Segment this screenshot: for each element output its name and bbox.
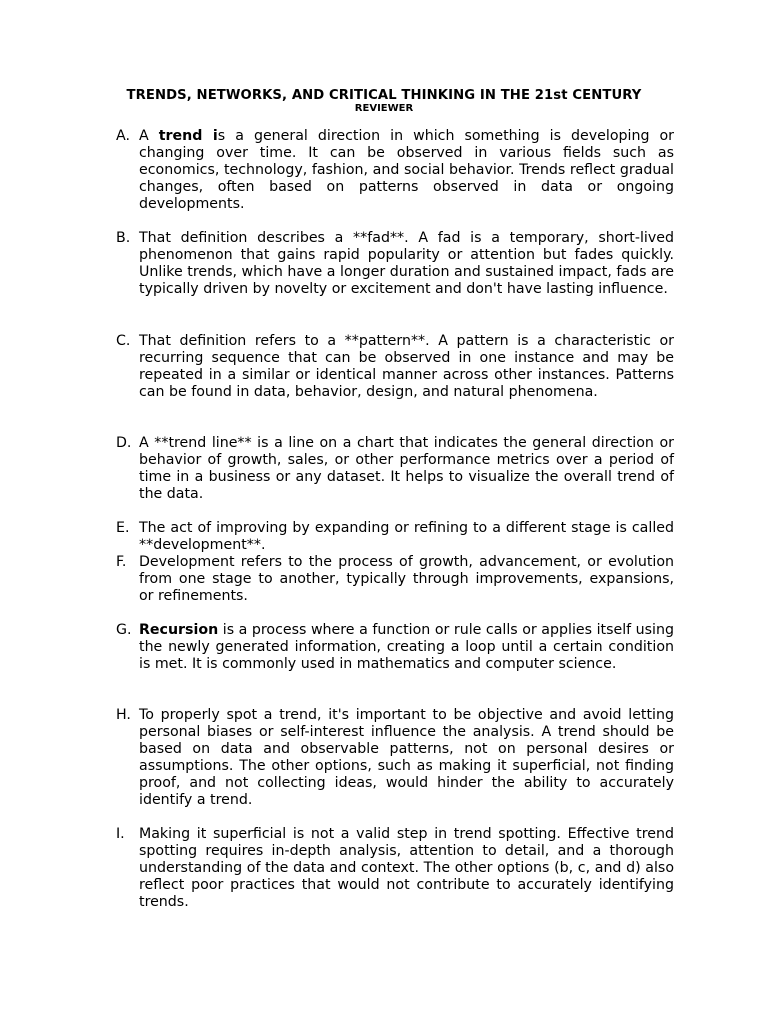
item-text: A trend is a general direction in which something is developing or changing over time. It can be observed in various fields such as economics, technology, fashion, and social behavior. Trends reflect gradual changes, often based on patterns observed in data or ongoing developments.: [139, 128, 675, 212]
list-item-d: [116, 435, 674, 503]
list-item-e: [116, 520, 674, 554]
item-marker: I.: [116, 826, 125, 842]
list-item-c: [116, 333, 674, 401]
item-marker: F.: [116, 554, 127, 570]
document-title: TRENDS, NETWORKS, AND CRITICAL THINKING IN THE 21st CENTURY: [126, 88, 642, 103]
item-marker: A.: [116, 128, 130, 144]
list-item-g: [116, 622, 674, 673]
item-marker: B.: [116, 230, 131, 246]
item-marker: H.: [116, 707, 131, 723]
bold-term: trend i: [158, 128, 218, 144]
list-item-i: [116, 826, 674, 911]
list-item-h: [116, 707, 674, 809]
item-marker: D.: [116, 435, 132, 451]
item-text: That definition describes a **fad**. A fad is a temporary, short-lived phenomenon that gains rapid popularity or attention but fades quickly. Unlike trends, which have a longer duration and sustained impact, fads are typically driven by novelty or excitement and don't have lasting influence.: [139, 230, 674, 297]
item-marker: E.: [116, 520, 130, 536]
list-item-a: [116, 128, 674, 213]
item-text: Development refers to the process of growth, advancement, or evolution from one stage to another, typically through improvements, expansions, or refinements.: [139, 554, 674, 604]
document-subtitle: REVIEWER: [354, 103, 414, 114]
item-text: The act of improving by expanding or refining to a different stage is called **development**.: [139, 520, 674, 553]
item-text: A **trend line** is a line on a chart that indicates the general direction or behavior of growth, sales, or other performance metrics over a period of time in a business or any dataset. It helps to visualize the overall trend of the data.: [139, 435, 674, 502]
item-text: To properly spot a trend, it's important to be objective and avoid letting personal biases or self-interest influence the analysis. A trend should be based on data and observable patterns, not on personal desires or assumptions. The other options, such as making it superficial, not finding proof, and not collecting ideas, would hinder the ability to accurately identify a trend.: [139, 707, 674, 808]
item-text: Making it superficial is not a valid step in trend spotting. Effective trend spotting requires in-depth analysis, attention to detail, and a thorough understanding of the data and context. The other options (b, c, and d) also reflect poor practices that would not contribute to accurately identifying trends.: [139, 826, 674, 910]
item-text: That definition refers to a **pattern**. A pattern is a characteristic or recurring sequence that can be observed in one instance and may be repeated in a similar or identical manner across other instances. Patterns can be found in data, behavior, design, and natural phenomena.: [139, 333, 674, 400]
item-marker: C.: [116, 333, 131, 349]
list-item-f: [116, 554, 674, 605]
bold-term: Recursion: [139, 622, 219, 638]
item-marker: G.: [116, 622, 132, 638]
item-text: Recursion is a process where a function or rule calls or applies itself using the newly generated information, creating a loop until a certain condition is met. It is commonly used in mathematics and computer science.: [139, 622, 674, 672]
list-item-b: [116, 230, 674, 298]
